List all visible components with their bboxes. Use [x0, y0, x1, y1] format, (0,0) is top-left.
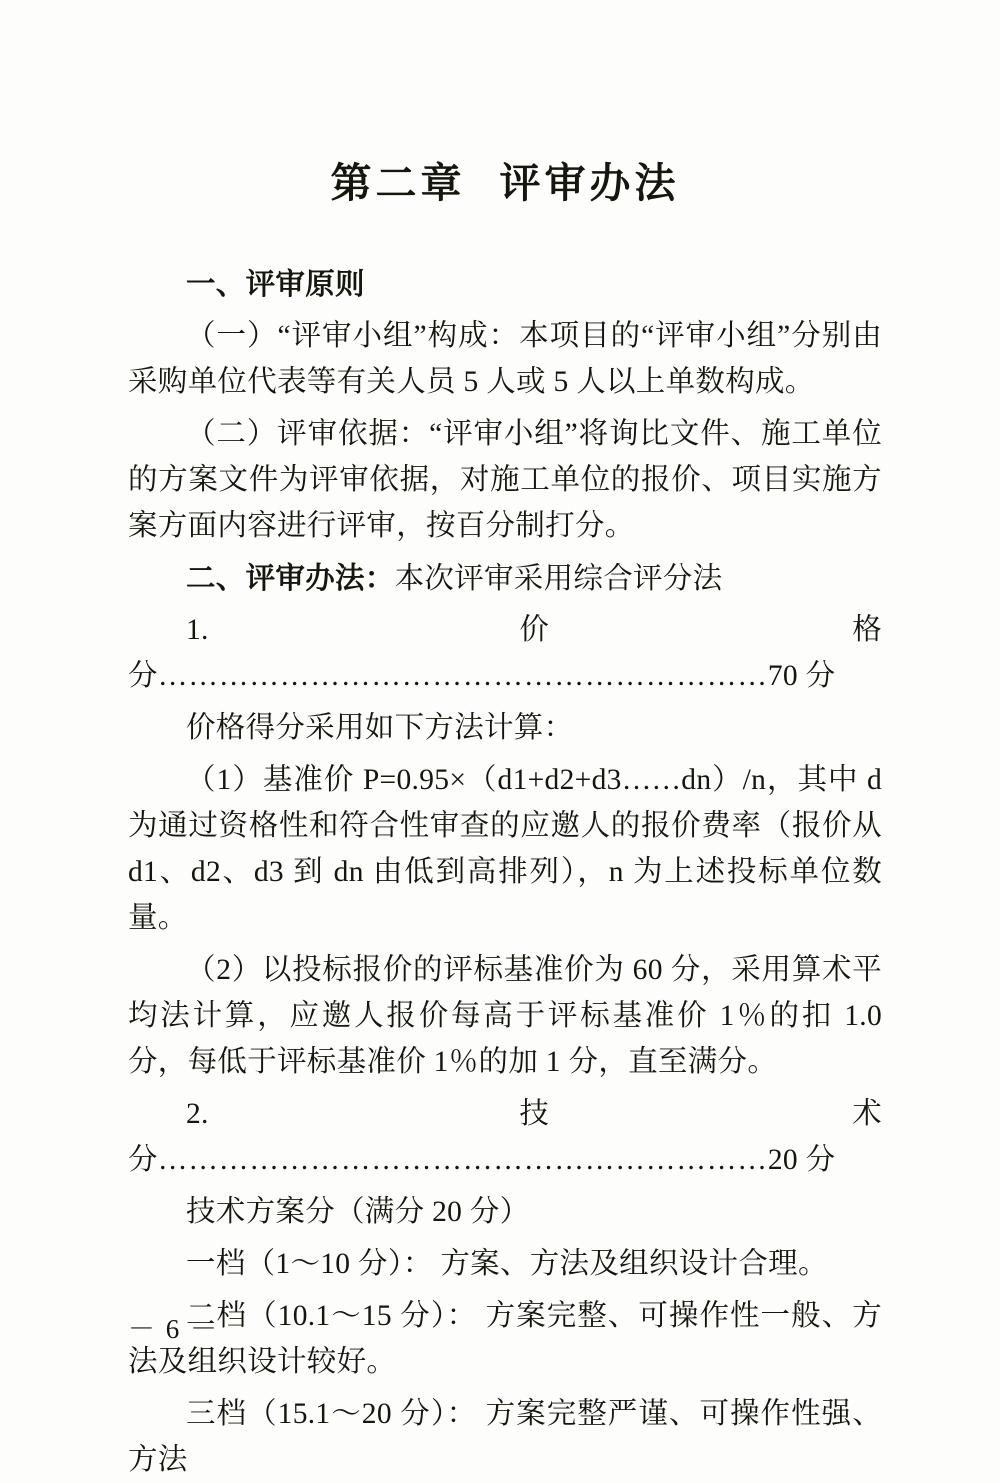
paragraph-grade-two: 二档（10.1～15 分）： 方案完整、可操作性一般、方法及组织设计较好。	[128, 1300, 882, 1378]
paragraph-bid-price-scoring: （2）以投标报价的评标基准价为 60 分，采用算术平均法计算，应邀人报价每高于评标基准价 1％的扣 1.0 分，每低于评标基准价 1％的加 1 分，直至满分。	[128, 954, 882, 1078]
score-value-technical: 20 分	[767, 1144, 836, 1176]
score-line-technical	[128, 1091, 882, 1183]
title-chapter-name: 评审办法	[499, 159, 680, 207]
page-number: － 6 －	[128, 1314, 219, 1344]
score-label-price: 1. 价格分	[128, 614, 882, 692]
paragraph-price-calc-intro: 价格得分采用如下方法计算：	[186, 712, 574, 744]
title-chapter-label: 第二章	[330, 159, 466, 207]
section-heading-method	[128, 555, 882, 601]
page-title	[128, 150, 882, 209]
paragraph-grade-three: 三档（15.1～20 分）： 方案完整严谨、可操作性强、方法	[128, 1398, 882, 1476]
score-value-price: 70 分	[767, 660, 836, 692]
score-dots-price: ……………………………………………………	[157, 660, 768, 692]
paragraph-base-price-formula: （1）基准价 P=0.95×（d1+d2+d3……dn）/n，其中 d 为通过资格性和符合性审查的应邀人的报价费率（报价从 d1、d2、d3 到 dn 由低到高排列），n 为上述投标单位数量。	[128, 764, 882, 934]
score-line-price	[128, 607, 882, 699]
paragraph-review-basis: （二）评审依据：“评审小组”将询比文件、施工单位的方案文件为评审依据，对施工单位的报价、项目实施方案方面内容进行评审，按百分制打分。	[128, 418, 882, 542]
method-heading-normal: 本次评审采用综合评分法	[394, 561, 723, 595]
score-label-technical: 2. 技术分	[128, 1098, 882, 1176]
method-heading-bold: 二、评审办法：	[186, 560, 395, 595]
section-heading-principles: 一、评审原则	[186, 266, 365, 301]
paragraph-grade-one: 一档（1～10 分）： 方案、方法及组织设计合理。	[186, 1248, 828, 1280]
paragraph-review-group-composition: （一）“评审小组”构成：本项目的“评审小组”分别由采购单位代表等有关人员 5 人或 5 人以上单数构成。	[128, 320, 882, 398]
paragraph-technical-plan-score: 技术方案分（满分 20 分）	[186, 1196, 530, 1228]
score-dots-technical: ……………………………………………………	[157, 1144, 768, 1176]
